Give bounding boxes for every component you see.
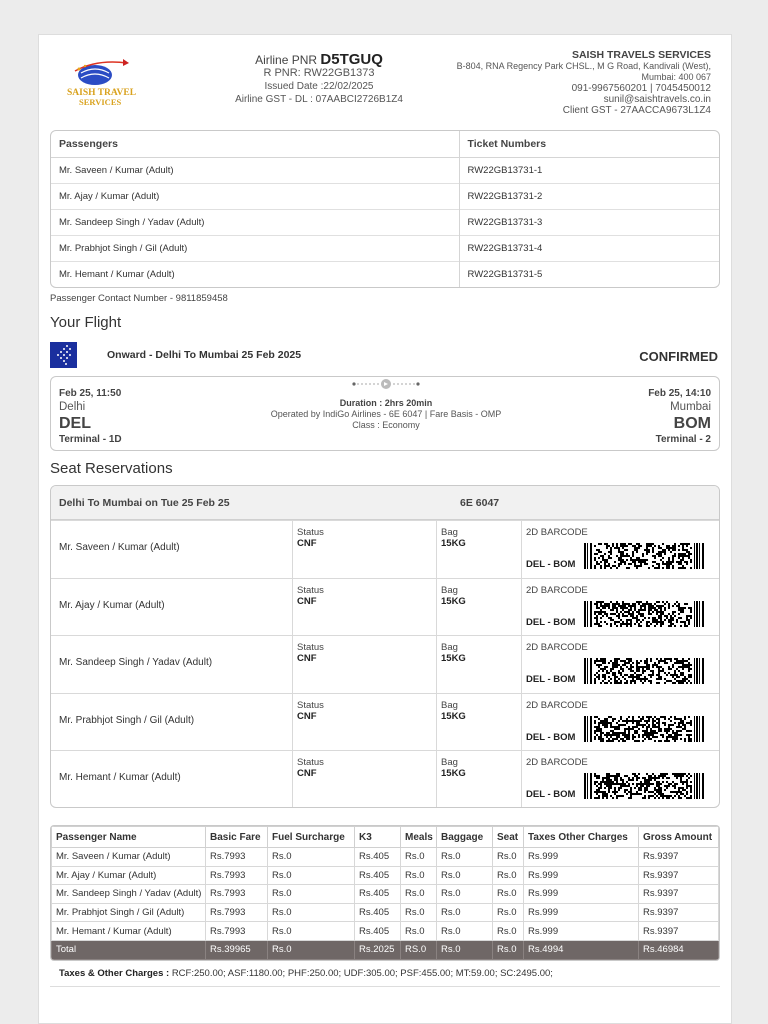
ticket-number: RW22GB13731-4 [459,235,719,261]
passenger-name: Mr. Ajay / Kumar (Adult) [51,183,459,209]
fare-seat: Rs.0 [493,848,524,867]
seat-row [51,693,719,751]
pnr-block [194,53,444,106]
your-flight-title: Your Flight [50,314,122,331]
col-passengers: Passengers [51,131,459,157]
barcode-label: 2D BARCODE [526,527,588,538]
seat-passenger-name: Mr. Ajay / Kumar (Adult) [59,599,165,611]
booking-status: CONFIRMED [639,349,718,364]
fare-k3-total: Rs.2025 [355,940,401,959]
2d-barcode [584,773,704,799]
ticket-number: RW22GB13731-2 [459,183,719,209]
bag-label: Bag [441,757,458,769]
fare-gross: Rs.9397 [639,848,719,867]
fare-fuel: Rs.0 [268,903,355,922]
status-label: Status [297,757,324,769]
table-row [52,903,719,922]
bag-value: 15KG [441,538,466,549]
fare-fuel: Rs.0 [268,866,355,885]
phone: 091-9967560201 | 7045450012 [571,83,711,94]
address-line-2: Mumbai: 400 067 [641,72,711,82]
bag-label: Bag [441,699,458,711]
fare-basic: Rs.7993 [206,866,268,885]
fare-meals: Rs.0 [401,848,437,867]
barcode-route: DEL - BOM [526,674,576,686]
bag-value: 15KG [441,653,466,665]
bag-value: 15KG [441,710,466,722]
passenger-contact: Passenger Contact Number - 9811859458 [50,293,228,304]
status-value: CNF [297,595,317,607]
fare-fuel: Rs.0 [268,848,355,867]
departure-block [59,387,122,446]
col-ticket-numbers: Ticket Numbers [459,131,719,157]
fare-baggage-total: Rs.0 [437,940,493,959]
fare-basic: Rs.7993 [206,848,268,867]
table-row [52,922,719,941]
status-label: Status [297,584,324,596]
col-baggage: Baggage [437,827,493,848]
bag-value: 15KG [441,768,466,780]
col-basic-fare: Basic Fare [206,827,268,848]
taxes-label: Taxes & Other Charges : [59,968,170,979]
2d-barcode [584,601,704,627]
table-row [52,885,719,904]
table-row [51,261,719,287]
bag-label: Bag [441,584,458,596]
arrival-code: BOM [673,415,711,432]
barcode-label: 2D BARCODE [526,584,588,596]
status-label: Status [297,699,324,711]
2d-barcode [584,543,704,569]
table-row [51,235,719,261]
fare-taxes: Rs.999 [524,903,639,922]
col-passenger-name: Passenger Name [52,827,206,848]
fare-taxes: Rs.999 [524,885,639,904]
fare-passenger-name: Mr. Saveen / Kumar (Adult) [52,848,206,867]
fare-seat: Rs.0 [493,866,524,885]
fare-k3: Rs.405 [355,922,401,941]
barcode-label: 2D BARCODE [526,699,588,711]
fare-baggage: Rs.0 [437,922,493,941]
taxes-breakdown [59,968,553,979]
fare-taxes-total: Rs.4994 [524,940,639,959]
table-row [52,848,719,867]
seat-flight-number: 6E 6047 [460,497,500,509]
flight-duration: Duration : 2hrs 20min [339,398,433,408]
fare-seat: Rs.0 [493,903,524,922]
fare-meals-total: RS.0 [401,940,437,959]
fare-baggage: Rs.0 [437,848,493,867]
operated-by: Operated by IndiGo Airlines - 6E 6047 | Fare Basis - OMP [270,409,502,419]
taxes-value: RCF:250.00; ASF:1180.00; PHF:250.00; UDF:305.00; PSF:455.00; MT:59.00; SC:2495.00; [171,968,553,979]
fare-basic: Rs.7993 [206,885,268,904]
fare-baggage: Rs.0 [437,903,493,922]
fare-meals: Rs.0 [401,885,437,904]
table-row [52,866,719,885]
col-seat: Seat [493,827,524,848]
departure-terminal: Terminal - 1D [59,434,122,445]
fare-gross: Rs.9397 [639,885,719,904]
passenger-name: Mr. Hemant / Kumar (Adult) [51,261,459,287]
flight-card [50,376,720,451]
col-meals: Meals [401,827,437,848]
fare-k3: Rs.405 [355,866,401,885]
ticket-number: RW22GB13731-1 [459,157,719,183]
status-label: Status [297,642,324,654]
fare-fuel-total: Rs.0 [268,940,355,959]
divider [50,986,720,987]
flight-path-icon [351,377,421,391]
airline-logo-icon [50,342,77,368]
company-name: SAISH TRAVELS SERVICES [571,49,711,61]
col-fuel-surcharge: Fuel Surcharge [268,827,355,848]
fare-table [50,825,720,961]
barcode-label: 2D BARCODE [526,642,588,654]
barcode-label: 2D BARCODE [526,757,588,769]
seat-reservations-title: Seat Reservations [50,460,173,477]
fare-gross: Rs.9397 [639,866,719,885]
fare-k3: Rs.405 [355,885,401,904]
fare-passenger-name: Mr. Sandeep Singh / Yadav (Adult) [52,885,206,904]
fare-fuel: Rs.0 [268,922,355,941]
seat-table-header [51,486,719,520]
2d-barcode [584,658,704,684]
fare-seat: Rs.0 [493,922,524,941]
seat-row [51,578,719,636]
fare-basic-total: Rs.39965 [206,940,268,959]
col-k3: K3 [355,827,401,848]
issued-date: Issued Date :22/02/2025 [264,81,374,92]
pnr-value: D5TGUQ [320,51,383,68]
fare-passenger-name: Mr. Hemant / Kumar (Adult) [52,922,206,941]
fare-gross-total: Rs.46984 [639,940,719,959]
status-value: CNF [297,710,317,722]
table-row [51,209,719,235]
col-taxes-other: Taxes Other Charges [524,827,639,848]
fare-baggage: Rs.0 [437,885,493,904]
email: sunil@saishtravels.co.in [603,94,711,105]
barcode-route: DEL - BOM [526,559,576,570]
seat-passenger-name: Mr. Sandeep Singh / Yadav (Adult) [59,657,213,669]
col-gross-amount: Gross Amount [639,827,719,848]
seat-row [51,750,719,808]
fare-taxes: Rs.999 [524,866,639,885]
fare-baggage: Rs.0 [437,866,493,885]
bag-value: 15KG [441,595,466,607]
fare-taxes: Rs.999 [524,922,639,941]
fare-meals: Rs.0 [401,866,437,885]
seat-segment-heading: Delhi To Mumbai on Tue 25 Feb 25 [59,497,230,509]
departure-code: DEL [59,415,91,432]
seat-row [51,635,719,693]
departure-time: Feb 25, 11:50 [59,388,122,399]
arrival-block [648,387,711,446]
fare-seat: Rs.0 [493,885,524,904]
svg-text:SERVICES: SERVICES [79,97,122,107]
pnr-label: Airline PNR [255,53,318,67]
total-label: Total [52,940,206,959]
address-line-1: B-804, RNA Regency Park CHSL., M G Road, Kandivali (West), [456,61,711,71]
ticket-number: RW22GB13731-3 [459,209,719,235]
bag-label: Bag [441,642,458,654]
passenger-name: Mr. Sandeep Singh / Yadav (Adult) [51,209,459,235]
seat-reservations-table [50,485,720,808]
table-row [51,157,719,183]
flight-details [231,377,541,431]
fare-meals: Rs.0 [401,903,437,922]
fare-gross: Rs.9397 [639,903,719,922]
airline-gst: Airline GST - DL : 07AABCI2726B1Z4 [235,94,403,105]
passenger-name: Mr. Saveen / Kumar (Adult) [51,157,459,183]
arrival-city: Mumbai [670,401,711,413]
total-row [52,940,719,959]
svg-text:SAISH TRAVEL: SAISH TRAVEL [67,88,137,98]
fare-k3: Rs.405 [355,903,401,922]
fare-passenger-name: Mr. Prabhjot Singh / Gil (Adult) [52,903,206,922]
fare-fuel: Rs.0 [268,885,355,904]
seat-passenger-name: Mr. Saveen / Kumar (Adult) [59,542,180,553]
fare-gross: Rs.9397 [639,922,719,941]
flight-route: Onward - Delhi To Mumbai 25 Feb 2025 [107,349,302,361]
agency-block [431,50,711,116]
bag-label: Bag [441,527,458,538]
fare-k3: Rs.405 [355,848,401,867]
seat-passenger-name: Mr. Hemant / Kumar (Adult) [59,772,181,784]
seat-row [51,520,719,578]
r-pnr: R PNR: RW22GB1373 [263,67,375,79]
ticket-number: RW22GB13731-5 [459,261,719,287]
ticket-page [38,34,732,1024]
status-value: CNF [297,768,317,780]
status-value: CNF [297,538,317,549]
saish-travel-logo [57,57,157,113]
passenger-name: Mr. Prabhjot Singh / Gil (Adult) [51,235,459,261]
departure-city: Delhi [59,401,86,413]
fare-header-row [52,827,719,848]
fare-basic: Rs.7993 [206,903,268,922]
table-row [51,183,719,209]
fare-taxes: Rs.999 [524,848,639,867]
fare-meals: Rs.0 [401,922,437,941]
passengers-table [50,130,720,288]
cabin-class: Class : Economy [352,420,420,430]
seat-passenger-name: Mr. Prabhjot Singh / Gil (Adult) [59,714,195,726]
2d-barcode [584,716,704,742]
client-gst: Client GST - 27AACCA9673L1Z4 [562,105,711,116]
arrival-terminal: Terminal - 2 [655,434,711,445]
status-label: Status [297,527,324,538]
barcode-route: DEL - BOM [526,789,576,801]
barcode-route: DEL - BOM [526,731,576,743]
fare-seat-total: Rs.0 [493,940,524,959]
barcode-route: DEL - BOM [526,616,576,628]
status-value: CNF [297,653,317,665]
fare-basic: Rs.7993 [206,922,268,941]
arrival-time: Feb 25, 14:10 [648,388,711,399]
fare-passenger-name: Mr. Ajay / Kumar (Adult) [52,866,206,885]
